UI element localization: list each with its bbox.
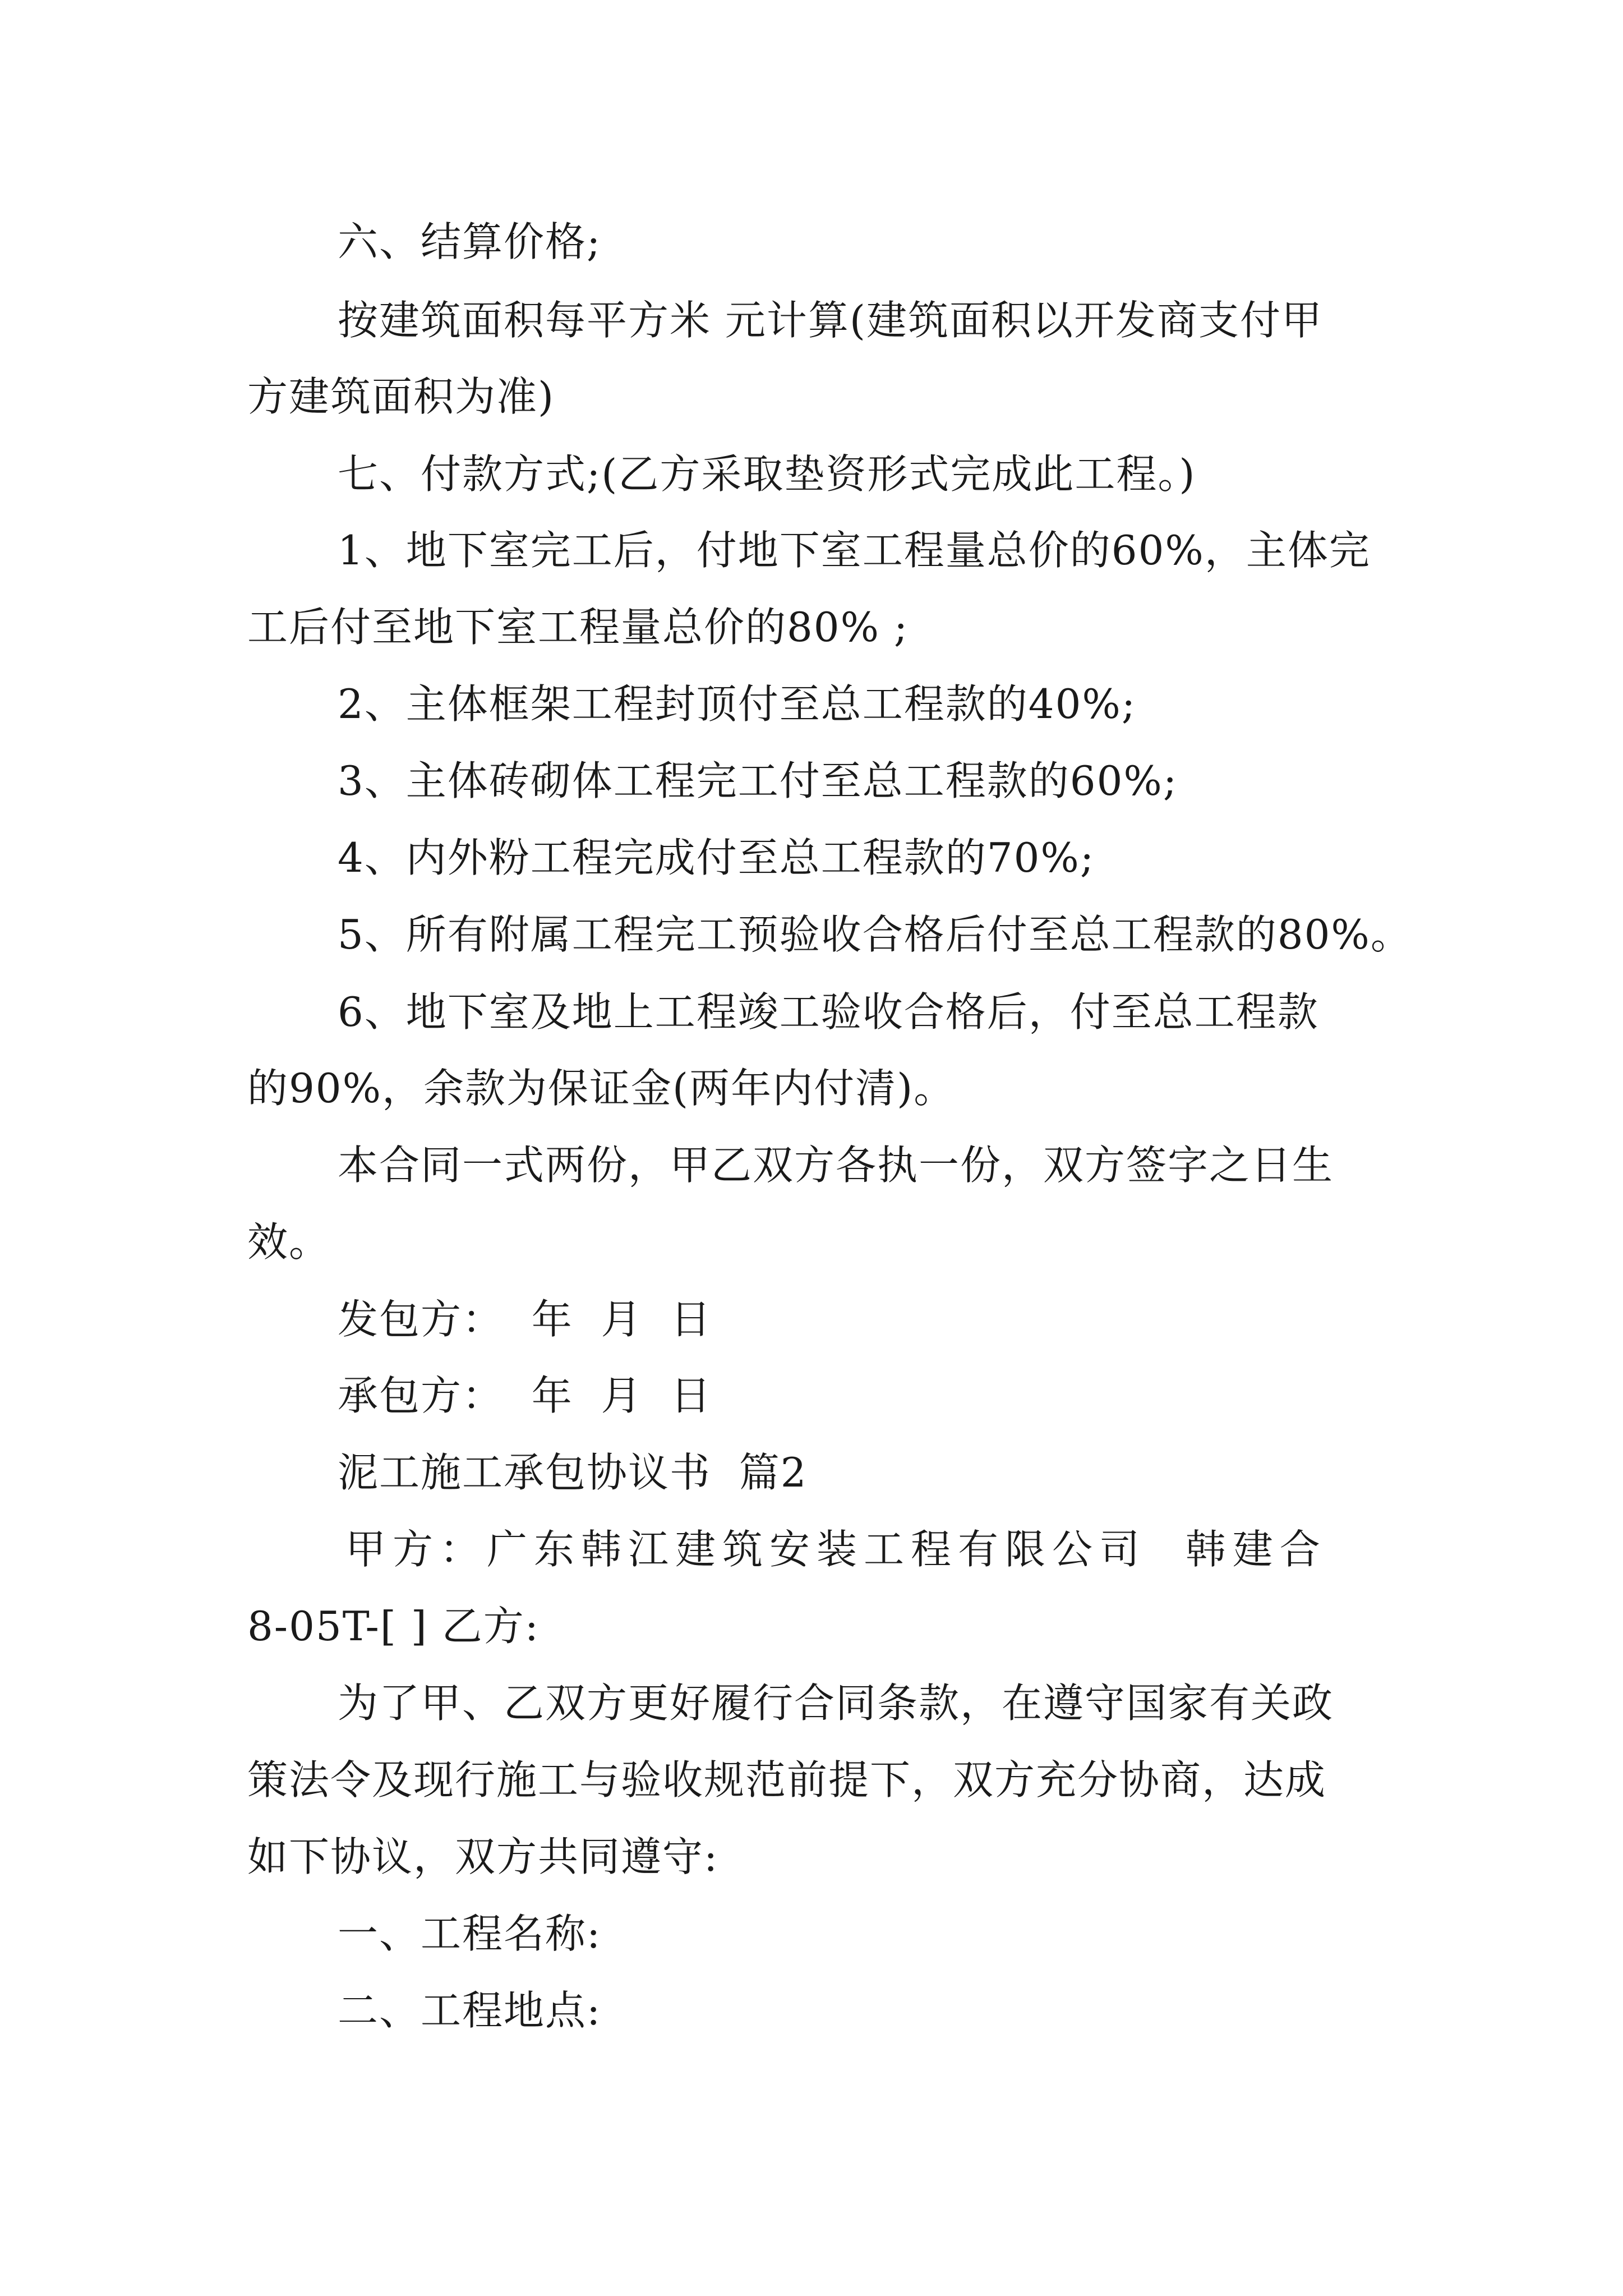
list-item: 5、所有附属工程完工预验收合格后付至总工程款的80%。 (338, 911, 1412, 958)
paragraph-line: 效。 (247, 1218, 331, 1266)
section-heading-project-name: 一、工程名称: (338, 1910, 602, 1957)
list-item: 2、主体框架工程封顶付至总工程款的40%; (338, 680, 1137, 728)
list-item: 6、地下室及地上工程竣工验收合格后，付至总工程款 (338, 988, 1319, 1036)
paragraph-line: 策法令及现行施工与验收规范前提下，双方充分协商，达成 (247, 1756, 1327, 1803)
list-item: 4、内外粉工程完成付至总工程款的70%; (338, 834, 1095, 881)
paragraph-line: 甲方：广东韩江建筑安装工程有限公司 韩建合 (345, 1526, 1327, 1573)
signature-line-contractor: 承包方： 年 月 日 (338, 1372, 712, 1419)
section-heading-project-location: 二、工程地点: (338, 1987, 602, 2034)
paragraph-line: 方建筑面积为准) (247, 373, 555, 420)
list-item: 3、主体砖砌体工程完工付至总工程款的60%; (338, 757, 1178, 804)
signature-line-employer: 发包方： 年 月 日 (338, 1296, 712, 1343)
paragraph-line: 的90%，余款为保证金(两年内付清)。 (247, 1065, 956, 1112)
section-heading-settlement-price: 六、结算价格; (338, 218, 602, 265)
paragraph-line: 为了甲、乙双方更好履行合同条款，在遵守国家有关政 (338, 1680, 1334, 1727)
paragraph-line: 如下协议，双方共同遵守: (247, 1833, 719, 1880)
paragraph-line: 8-05T-[ ] 乙方: (247, 1603, 540, 1650)
section-heading-payment-method: 七、付款方式;(乙方采取垫资形式完成此工程。) (338, 450, 1196, 498)
article-title: 泥工施工承包协议书 篇2 (338, 1449, 808, 1496)
paragraph-line: 工后付至地下室工程量总价的80% ; (247, 604, 909, 651)
paragraph-line: 本合同一式两份，甲乙双方各执一份，双方签字之日生 (338, 1142, 1334, 1189)
paragraph-line: 1、地下室完工后，付地下室工程量总价的60%，主体完 (338, 527, 1371, 574)
paragraph-line: 按建筑面积每平方米 元计算(建筑面积以开发商支付甲 (338, 297, 1323, 344)
